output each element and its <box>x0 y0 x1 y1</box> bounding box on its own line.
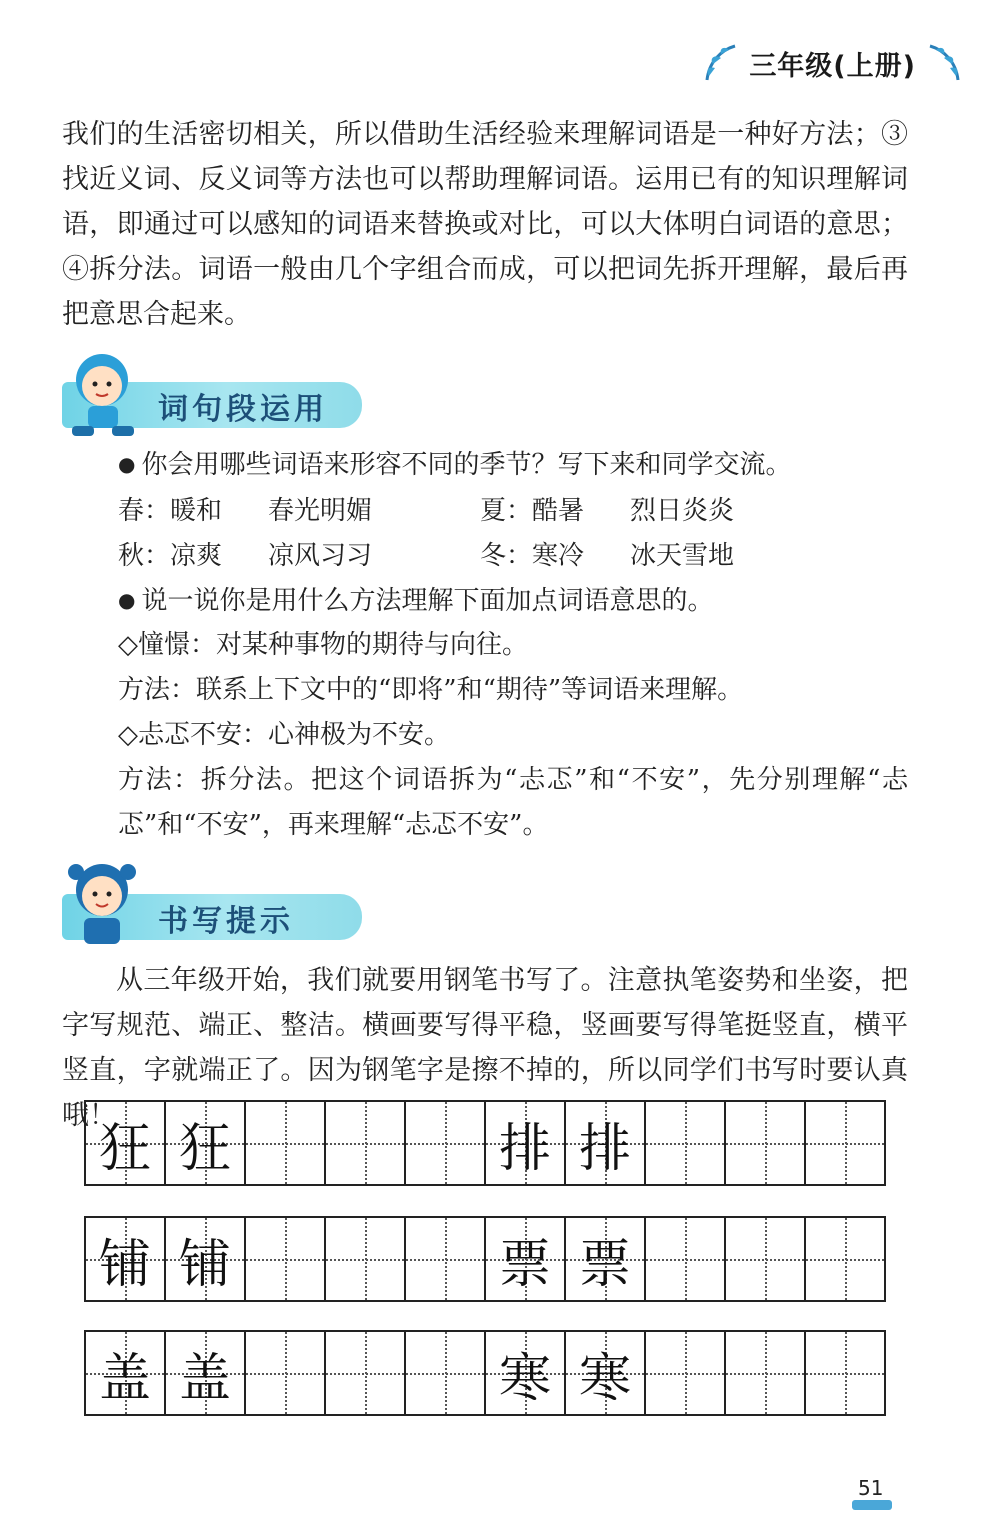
grid-cell <box>646 1218 726 1300</box>
question-methods: ● 说一说你是用什么方法理解下面加点词语意思的。 <box>118 580 713 621</box>
grid-cell <box>326 1102 406 1184</box>
grid-cell <box>726 1218 806 1300</box>
grid-cell <box>246 1332 326 1414</box>
season-winter: 冬：寒冷 <box>480 541 585 571</box>
leaf-ornament-left-icon <box>701 40 741 86</box>
section-title-writing-tips: 书写提示 <box>158 904 294 939</box>
grid-cell: 寒 <box>566 1332 646 1414</box>
season-winter-phrase: 冰天雪地 <box>630 541 735 571</box>
grid-cell <box>806 1332 884 1414</box>
section-banner-word-usage <box>62 342 362 442</box>
method-2: 方法：拆分法。把这个词语拆为“忐忑”和“不安”，先分别理解“忐忑”和“不安”，再来理解“忐忑不安”。 <box>118 765 908 840</box>
season-row-1 <box>118 490 898 530</box>
grid-cell: 票 <box>486 1218 566 1300</box>
girl-mascot-icon <box>62 854 154 954</box>
practice-grid-row-1 <box>84 1100 886 1186</box>
term-1: ◇憧憬：对某种事物的期待与向往。 <box>118 630 528 660</box>
grid-cell: 寒 <box>486 1332 566 1414</box>
grid-cell <box>326 1332 406 1414</box>
season-spring-phrase: 春光明媚 <box>268 496 373 526</box>
grid-cell <box>406 1102 486 1184</box>
grid-cell: 票 <box>566 1218 646 1300</box>
question-seasons: ● 你会用哪些词语来形容不同的季节？写下来和同学交流。 <box>118 444 791 485</box>
season-summer-phrase: 烈日炎炎 <box>630 496 735 526</box>
grid-cell <box>726 1102 806 1184</box>
page-number-bar <box>852 1500 892 1510</box>
grid-cell: 狂 <box>86 1102 166 1184</box>
page-number: 51 <box>858 1476 884 1500</box>
grid-cell <box>646 1102 726 1184</box>
practice-grid-row-2 <box>84 1216 886 1302</box>
section-title-word-usage: 词句段运用 <box>158 392 328 427</box>
intro-paragraph: 我们的生活密切相关，所以借助生活经验来理解词语是一种好方法；③找近义词、反义词等方法也可以帮助理解词语。运用已有的知识理解词语，即通过可以感知的词语来替换或对比，可以大体明白词语的意思；④拆分法。词语一般由几个字组合而成，可以把词先拆开理解，最后再把意思合起来。 <box>62 119 908 330</box>
season-spring: 春：暖和 <box>118 496 223 526</box>
grid-cell <box>646 1332 726 1414</box>
grid-cell <box>326 1218 406 1300</box>
season-row-2 <box>118 535 898 575</box>
grid-cell: 盖 <box>166 1332 246 1414</box>
grid-cell <box>806 1218 884 1300</box>
method-1: 方法：联系上下文中的“即将”和“期待”等词语来理解。 <box>118 675 744 705</box>
grid-cell <box>246 1218 326 1300</box>
season-autumn-phrase: 凉风习习 <box>268 541 373 571</box>
term-2: ◇忐忑不安：心神极为不安。 <box>118 720 450 750</box>
grid-cell: 铺 <box>166 1218 246 1300</box>
writing-tips-paragraph: 从三年级开始，我们就要用钢笔书写了。注意执笔姿势和坐姿，把字写规范、端正、整洁。横画要写得平稳，竖画要写得笔挺竖直，横平竖直，字就端正了。因为钢笔字是擦不掉的，所以同学们书写时要认真哦！ <box>62 965 908 1131</box>
section-banner-writing-tips <box>62 854 362 954</box>
grid-cell: 排 <box>486 1102 566 1184</box>
season-autumn: 秋：凉爽 <box>118 541 223 571</box>
grid-cell: 狂 <box>166 1102 246 1184</box>
grid-cell <box>726 1332 806 1414</box>
grade-title: 三年级(上册) <box>749 50 916 82</box>
grid-cell: 排 <box>566 1102 646 1184</box>
page-header <box>701 38 964 88</box>
season-summer: 夏：酷暑 <box>480 496 585 526</box>
grid-cell <box>806 1102 884 1184</box>
grid-cell <box>406 1332 486 1414</box>
grid-cell <box>246 1102 326 1184</box>
boy-mascot-icon <box>62 342 154 442</box>
grid-cell: 铺 <box>86 1218 166 1300</box>
practice-grid-row-3 <box>84 1330 886 1416</box>
grid-cell: 盖 <box>86 1332 166 1414</box>
leaf-ornament-right-icon <box>924 40 964 86</box>
grid-cell <box>406 1218 486 1300</box>
